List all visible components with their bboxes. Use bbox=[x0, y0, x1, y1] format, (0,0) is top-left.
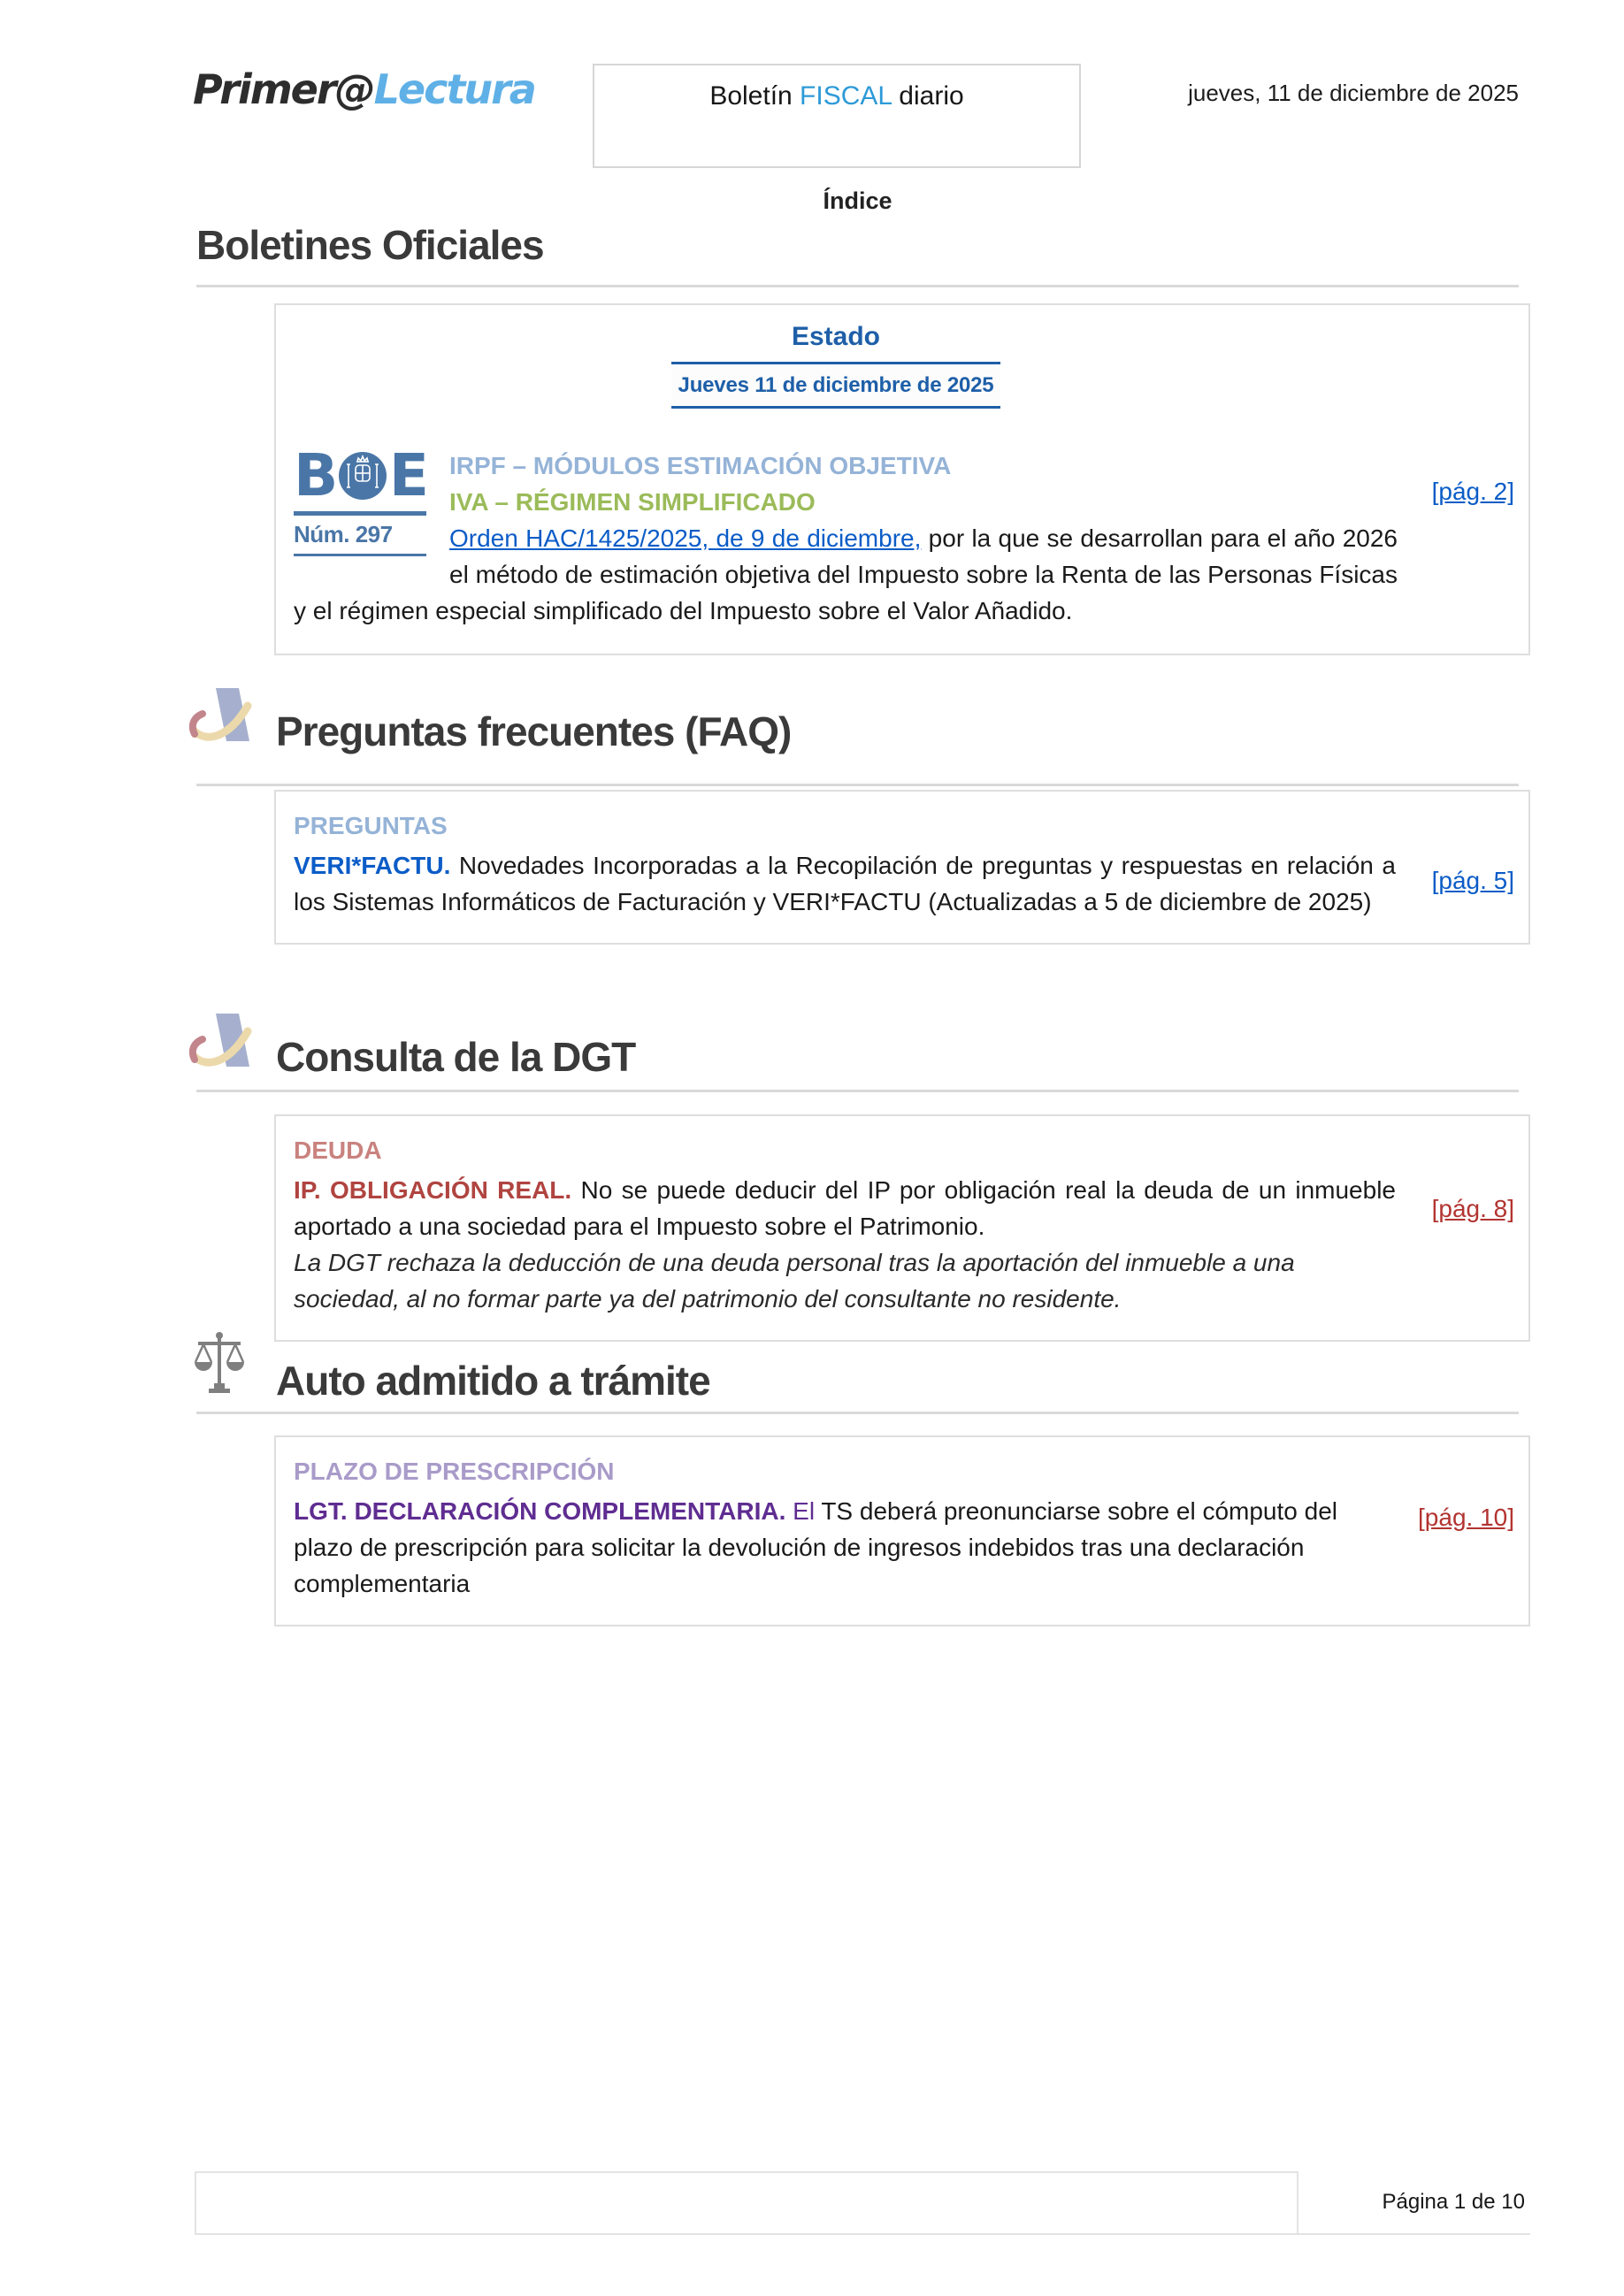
section-heading-faq: Preguntas frecuentes (FAQ) bbox=[276, 708, 792, 754]
section-heading-boletines: Boletines Oficiales bbox=[196, 222, 544, 268]
boe-number: Núm. 297 bbox=[294, 521, 393, 547]
app-logo bbox=[193, 65, 535, 113]
boe-letters bbox=[294, 441, 426, 509]
card-text bbox=[294, 847, 1396, 920]
estado-block bbox=[671, 321, 1000, 409]
section-heading-dgt: Consulta de la DGT bbox=[276, 1034, 636, 1080]
topic-label: PLAZO DE PRESCRIPCIÓN bbox=[294, 1458, 615, 1485]
page-ref-link[interactable]: [pág. 8] bbox=[1431, 1195, 1514, 1222]
page-ref-link[interactable]: [pág. 10] bbox=[1418, 1504, 1514, 1531]
scales-icon bbox=[191, 1330, 248, 1397]
card-lead: IP. OBLIGACIÓN REAL. bbox=[294, 1176, 572, 1204]
topic-label: DEUDA bbox=[294, 1137, 382, 1164]
index-title: Índice bbox=[823, 188, 892, 214]
estado-date: Jueves 11 de diciembre de 2025 bbox=[671, 362, 1000, 409]
card-dgt bbox=[274, 1114, 1530, 1342]
footer-box bbox=[195, 2171, 1298, 2235]
card-faq bbox=[274, 790, 1530, 945]
card-lead: VERI*FACTU. bbox=[294, 852, 451, 879]
estado-header: Estado bbox=[791, 322, 881, 351]
boe-entry bbox=[294, 441, 1398, 629]
logo-part-secondary: Lectura bbox=[373, 65, 535, 113]
bulletin-title-post: diario bbox=[891, 81, 964, 111]
page-number: Página 1 de 10 bbox=[1298, 2171, 1530, 2235]
boe-emblem-icon bbox=[338, 451, 387, 501]
card-lead: LGT. DECLARACIÓN COMPLEMENTARIA. bbox=[294, 1497, 786, 1525]
section-rule bbox=[196, 1412, 1519, 1414]
card-text bbox=[294, 1493, 1396, 1602]
page-ref-link[interactable]: [pág. 2] bbox=[1431, 478, 1514, 505]
card-boletines bbox=[274, 303, 1530, 655]
card-body: Novedades Incorporadas a la Recopilación de preguntas y respuestas en relación a los Sistemas Informáticos de Facturación y VERI*FACTU (Actualizadas a 5 de diciembre de 2025) bbox=[294, 852, 1396, 915]
logo-part-primary: Primer@ bbox=[193, 65, 374, 113]
italic-note: La DGT rechaza la deducción de una deuda personal tras la aportación del inmueble a una sociedad, al no formar parte ya del patrimonio del consultante no residente. bbox=[294, 1249, 1295, 1313]
section-rule bbox=[196, 1090, 1519, 1092]
bulletin-title-pre: Boletín bbox=[709, 81, 801, 111]
footer bbox=[195, 2171, 1530, 2235]
boe-logo bbox=[294, 441, 426, 556]
entry-tag-irpf: IRPF – MÓDULOS ESTIMACIÓN OBJETIVA bbox=[449, 452, 952, 479]
aeat-icon bbox=[189, 686, 262, 748]
entry-tag-iva: IVA – RÉGIMEN SIMPLIFICADO bbox=[449, 488, 816, 516]
card-lead-secondary: El bbox=[785, 1497, 822, 1525]
boe-letter-e: E bbox=[388, 441, 426, 509]
entry-text bbox=[294, 520, 1398, 629]
order-link[interactable]: Orden HAC/1425/2025, de 9 de diciembre, bbox=[449, 524, 922, 552]
aeat-icon bbox=[189, 1012, 262, 1074]
card-body: TS deberá preonunciarse sobre el cómputo del plazo de prescripción para solicitar la devolución de ingresos indebidos tras una declaración complementaria bbox=[294, 1497, 1337, 1597]
entry-body: por la que se desarrollan para el año 2026 el método de estimación objetiva del Impuesto sobre la Renta de las Personas Físicas y el régimen especial simplificado del Impuesto sobre el Valor Añadido. bbox=[294, 524, 1398, 624]
bulletin-title-highlight: FISCAL bbox=[800, 81, 892, 111]
card-body: No se puede deducir del IP por obligación real la deuda de un inmueble aportado a una sociedad para el Impuesto sobre el Patrimonio. bbox=[294, 1176, 1396, 1240]
topic-label: PREGUNTAS bbox=[294, 812, 448, 839]
section-rule bbox=[196, 784, 1519, 786]
section-heading-auto: Auto admitido a trámite bbox=[276, 1358, 710, 1404]
card-auto bbox=[274, 1435, 1530, 1626]
boe-rule-bottom bbox=[294, 554, 426, 556]
boe-letter-b: B bbox=[294, 441, 336, 509]
header-date: jueves, 11 de diciembre de 2025 bbox=[1188, 80, 1519, 106]
card-text bbox=[294, 1172, 1396, 1244]
page-ref-link[interactable]: [pág. 5] bbox=[1431, 867, 1514, 894]
section-rule bbox=[196, 285, 1519, 287]
